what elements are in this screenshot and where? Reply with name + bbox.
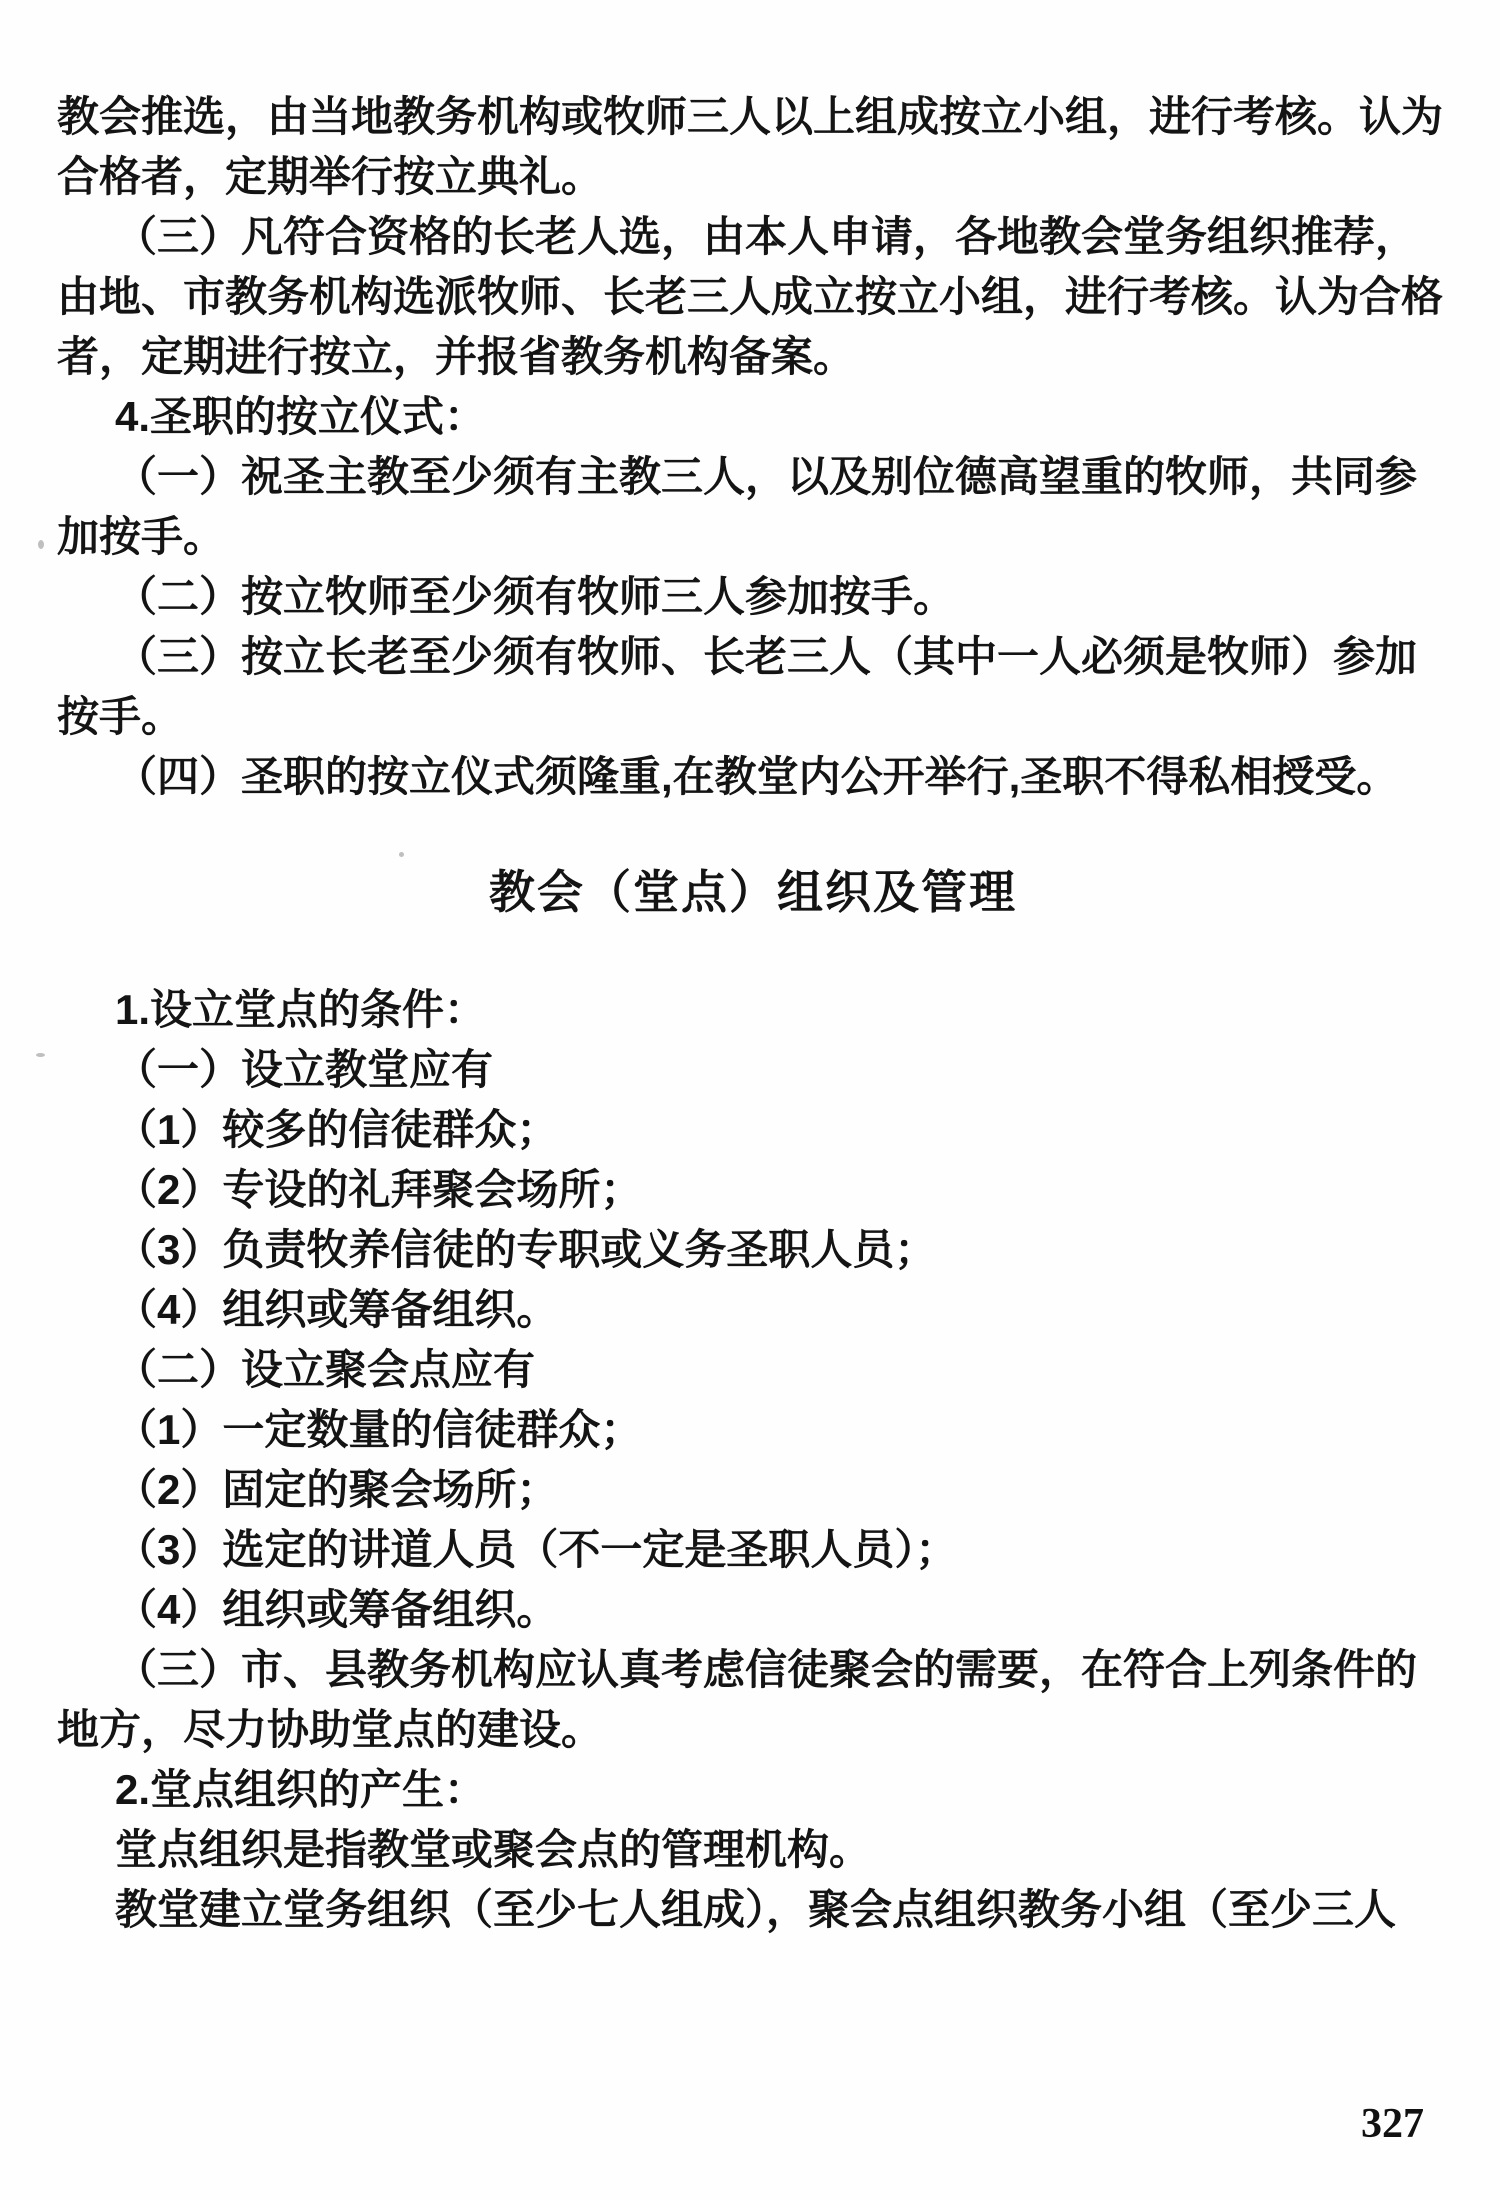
scan-speck bbox=[38, 540, 44, 549]
text-line: （三）凡符合资格的长老人选，由本人申请，各地教会堂务组织推荐， bbox=[115, 213, 1418, 260]
text-line: 按手。 bbox=[57, 693, 184, 740]
text-line: 者，定期进行按立，并报省教务机构备案。 bbox=[57, 333, 856, 380]
text-line: （一）设立教堂应有 bbox=[115, 1046, 494, 1093]
text-line: 地方，尽力协助堂点的建设。 bbox=[57, 1706, 604, 1753]
section-heading: 教会（堂点）组织及管理 bbox=[489, 866, 1017, 918]
text-line: （1）较多的信徒群众； bbox=[115, 1106, 559, 1153]
text-line: 教堂建立堂务组织（至少七人组成），聚会点组织教务小组（至少三人 bbox=[115, 1886, 1397, 1933]
text-line: （一）祝圣主教至少须有主教三人，以及别位德高望重的牧师，共同参 bbox=[115, 453, 1418, 500]
document-body bbox=[57, 87, 1449, 1940]
scan-speck bbox=[36, 1053, 45, 1057]
text-line: （2）固定的聚会场所； bbox=[115, 1466, 559, 1513]
text-line: （4）组织或筹备组织。 bbox=[115, 1586, 559, 1633]
text-line: 教会推选，由当地教务机构或牧师三人以上组成按立小组，进行考核。认为 bbox=[57, 93, 1444, 140]
text-line: （四）圣职的按立仪式须隆重,在教堂内公开举行,圣职不得私相授受。 bbox=[115, 753, 1399, 800]
text-block-bottom bbox=[57, 980, 1449, 1940]
text-line-subheading: 1.设立堂点的条件： bbox=[115, 986, 487, 1033]
scan-speck bbox=[399, 852, 404, 857]
text-block-top bbox=[57, 87, 1449, 807]
text-line-subheading: 4.圣职的按立仪式： bbox=[115, 393, 487, 440]
text-line: 堂点组织是指教堂或聚会点的管理机构。 bbox=[115, 1826, 872, 1873]
text-line-subheading: 2.堂点组织的产生： bbox=[115, 1766, 487, 1813]
text-line: 加按手。 bbox=[57, 513, 226, 560]
text-line: 由地、市教务机构选派牧师、长老三人成立按立小组，进行考核。认为合格 bbox=[57, 273, 1444, 320]
text-line: （三）市、县教务机构应认真考虑信徒聚会的需要，在符合上列条件的 bbox=[115, 1646, 1418, 1693]
text-line: （二）设立聚会点应有 bbox=[115, 1346, 536, 1393]
text-line: （2）专设的礼拜聚会场所； bbox=[115, 1166, 643, 1213]
text-line: （1）一定数量的信徒群众； bbox=[115, 1406, 643, 1453]
text-line: （4）组织或筹备组织。 bbox=[115, 1286, 559, 1333]
page-number: 327 bbox=[1361, 2101, 1424, 2147]
text-line: （3）选定的讲道人员（不一定是圣职人员）； bbox=[115, 1526, 958, 1573]
text-line: （二）按立牧师至少须有牧师三人参加按手。 bbox=[115, 573, 956, 620]
text-line: 合格者，定期举行按立典礼。 bbox=[57, 153, 604, 200]
text-line: （3）负责牧养信徒的专职或义务圣职人员； bbox=[115, 1226, 937, 1273]
text-line: （三）按立长老至少须有牧师、长老三人（其中一人必须是牧师）参加 bbox=[115, 633, 1418, 680]
